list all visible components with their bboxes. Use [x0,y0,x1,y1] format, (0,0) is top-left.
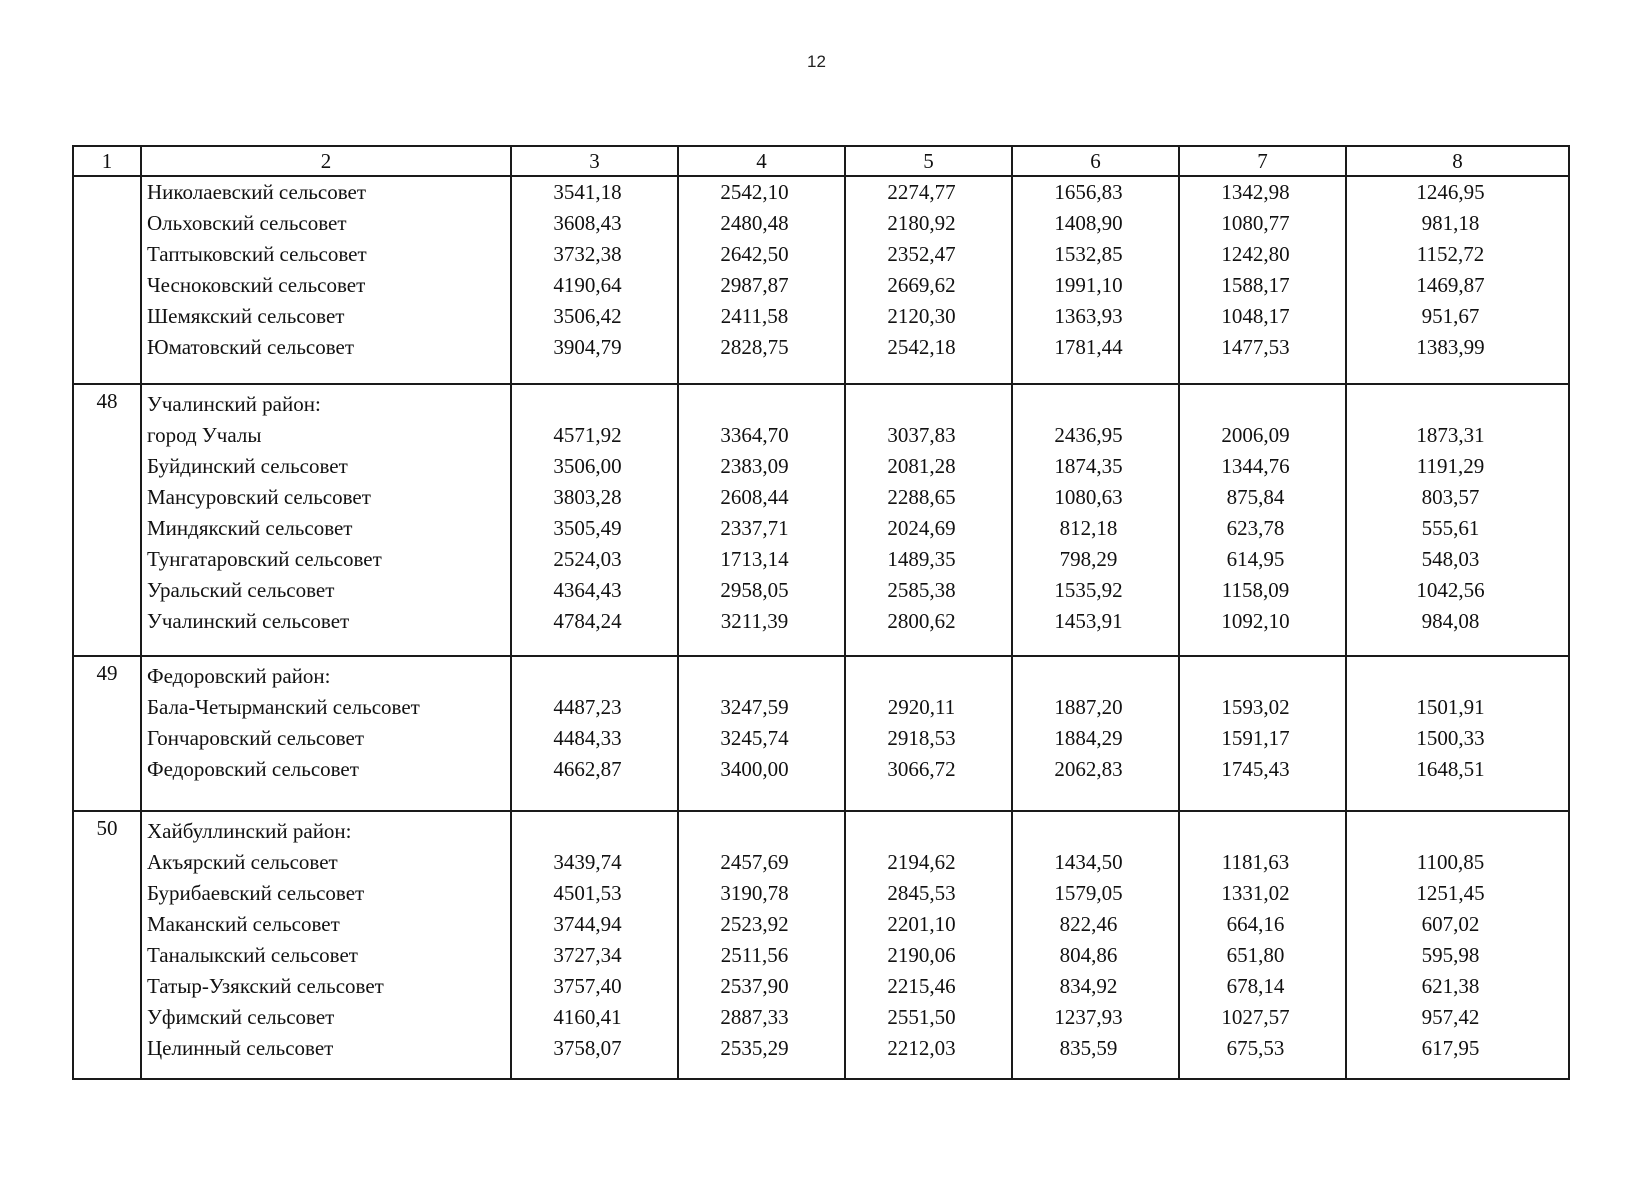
value-cell: 834,92 [1059,974,1118,998]
value-cell: 2120,30 [887,304,956,328]
value-cell: 2383,09 [720,454,789,478]
value-cell: 2920,11 [887,695,956,719]
value-cell: 651,80 [1226,943,1285,967]
settlement-name: Таналыкский сельсовет [147,943,358,967]
values-col-6 [1012,384,1179,656]
value-cell: 3608,43 [553,211,622,235]
values-col-8 [1346,656,1569,811]
value-cell: 621,38 [1421,974,1480,998]
value-cell: 3400,00 [720,757,789,781]
value-cell: 4364,43 [553,578,622,602]
value-cell: 2642,50 [720,242,789,266]
page-number: 12 [807,52,826,71]
value-cell: 1469,87 [1416,273,1485,297]
value-cell: 2201,10 [887,912,956,936]
spacer-line [512,661,677,692]
value-cell: 4484,33 [553,726,622,750]
value-cell: 1593,02 [1221,695,1290,719]
names-cell [141,384,511,656]
header-row [73,146,1569,176]
values-col-4 [678,811,845,1079]
district-title: Федоровский район: [147,664,331,688]
spacer-line [1013,816,1178,847]
value-cell: 2542,10 [720,180,789,204]
spacer-line [512,389,677,420]
value-cell: 1884,29 [1054,726,1123,750]
value-cell: 2411,58 [720,304,789,328]
values-col-4 [678,384,845,656]
value-cell: 3541,18 [553,180,622,204]
value-cell: 3757,40 [553,974,622,998]
value-cell: 1781,44 [1054,335,1123,359]
value-cell: 2845,53 [887,881,956,905]
value-cell: 3506,42 [553,304,622,328]
value-cell: 2523,92 [720,912,789,936]
value-cell: 1991,10 [1054,273,1123,297]
settlement-name: Мансуровский сельсовет [147,485,371,509]
value-cell: 2215,46 [887,974,956,998]
value-cell: 3245,74 [720,726,789,750]
value-cell: 1042,56 [1416,578,1485,602]
value-cell: 2352,47 [887,242,956,266]
settlement-name: Шемякский сельсовет [147,304,345,328]
values-col-3 [511,176,678,384]
value-cell: 3037,83 [887,423,956,447]
value-cell: 3505,49 [553,516,622,540]
value-cell: 1656,83 [1054,180,1123,204]
value-cell: 1191,29 [1416,454,1485,478]
values-col-7 [1179,811,1346,1079]
value-cell: 3247,59 [720,695,789,719]
value-cell: 664,16 [1226,912,1285,936]
header-col-7: 7 [1179,146,1346,176]
header-col-8: 8 [1346,146,1569,176]
value-cell: 2480,48 [720,211,789,235]
value-cell: 1873,31 [1416,423,1485,447]
value-cell: 1745,43 [1221,757,1290,781]
settlement-name: Акъярский сельсовет [147,850,338,874]
spacer-line [1013,661,1178,692]
values-col-6 [1012,656,1179,811]
value-cell: 2511,56 [720,943,789,967]
value-cell: 2190,06 [887,943,956,967]
value-cell: 1251,45 [1416,881,1485,905]
value-cell: 3904,79 [553,335,622,359]
value-cell: 2081,28 [887,454,956,478]
spacer-line [846,661,1011,692]
values-col-3 [511,656,678,811]
values-col-7 [1179,384,1346,656]
spacer-line [679,389,844,420]
value-cell: 4501,53 [553,881,622,905]
value-cell: 2535,29 [720,1036,789,1060]
value-cell: 3211,39 [720,609,789,633]
header-col-6: 6 [1012,146,1179,176]
values-col-5 [845,384,1012,656]
value-cell: 1158,09 [1221,578,1290,602]
settlement-name: Чесноковский сельсовет [147,273,366,297]
settlement-name: Миндякский сельсовет [147,516,353,540]
header-col-4: 4 [678,146,845,176]
value-cell: 3506,00 [553,454,622,478]
value-cell: 2436,95 [1054,423,1123,447]
settlement-name: Николаевский сельсовет [147,180,366,204]
value-cell: 1080,77 [1221,211,1290,235]
names-cell [141,176,511,384]
settlement-name: Бала-Четырманский сельсовет [147,695,420,719]
header-col-1: 1 [73,146,141,176]
value-cell: 1237,93 [1054,1005,1123,1029]
value-cell: 1588,17 [1221,273,1290,297]
value-cell: 4160,41 [553,1005,622,1029]
settlement-name: Бурибаевский сельсовет [147,881,365,905]
spacer-line [512,816,677,847]
spacer-line [1013,389,1178,420]
value-cell: 1027,57 [1221,1005,1290,1029]
value-cell: 1408,90 [1054,211,1123,235]
value-cell: 3190,78 [720,881,789,905]
value-cell: 2337,71 [720,516,789,540]
value-cell: 957,42 [1421,1005,1480,1029]
section-number: 49 [73,656,141,811]
value-cell: 3744,94 [553,912,622,936]
value-cell: 1344,76 [1221,454,1290,478]
value-cell: 4487,23 [553,695,622,719]
value-cell: 2537,90 [720,974,789,998]
value-cell: 2062,83 [1054,757,1123,781]
value-cell: 4571,92 [553,423,622,447]
value-cell: 1092,10 [1221,609,1290,633]
value-cell: 1535,92 [1054,578,1123,602]
spacer-line [1347,661,1568,692]
value-cell: 1579,05 [1054,881,1123,905]
value-cell: 2542,18 [887,335,956,359]
value-cell: 804,86 [1059,943,1118,967]
value-cell: 2194,62 [887,850,956,874]
value-cell: 1242,80 [1221,242,1290,266]
value-cell: 2274,77 [887,180,956,204]
settlement-name: Ольховский сельсовет [147,211,347,235]
spacer-line [679,661,844,692]
value-cell: 1181,63 [1221,850,1290,874]
value-cell: 1080,63 [1054,485,1123,509]
value-cell: 1100,85 [1416,850,1485,874]
value-cell: 3066,72 [887,757,956,781]
value-cell: 3364,70 [720,423,789,447]
value-cell: 2800,62 [887,609,956,633]
settlement-name: Целинный сельсовет [147,1036,334,1060]
names-cell [141,811,511,1079]
value-cell: 835,59 [1059,1036,1118,1060]
values-col-4 [678,656,845,811]
spacer-line [679,816,844,847]
values-col-5 [845,656,1012,811]
value-cell: 984,08 [1421,609,1480,633]
value-cell: 2608,44 [720,485,789,509]
value-cell: 1500,33 [1416,726,1485,750]
tariff-table [72,145,1570,1080]
value-cell: 812,18 [1059,516,1118,540]
value-cell: 678,14 [1226,974,1285,998]
section-number: 48 [73,384,141,656]
settlement-name: Гончаровский сельсовет [147,726,365,750]
value-cell: 614,95 [1226,547,1285,571]
header-col-3: 3 [511,146,678,176]
value-cell: 2669,62 [887,273,956,297]
value-cell: 2551,50 [887,1005,956,1029]
value-cell: 2958,05 [720,578,789,602]
value-cell: 2180,92 [887,211,956,235]
value-cell: 2828,75 [720,335,789,359]
values-col-3 [511,811,678,1079]
value-cell: 951,67 [1421,304,1480,328]
value-cell: 617,95 [1421,1036,1480,1060]
spacer-line [1347,389,1568,420]
value-cell: 803,57 [1421,485,1480,509]
value-cell: 2987,87 [720,273,789,297]
value-cell: 875,84 [1226,485,1285,509]
value-cell: 1874,35 [1054,454,1123,478]
settlement-name: Уфимский сельсовет [147,1005,335,1029]
section-number: 50 [73,811,141,1079]
spacer-line [846,816,1011,847]
value-cell: 981,18 [1421,211,1480,235]
table-section-row [73,176,1569,384]
values-col-8 [1346,811,1569,1079]
values-col-3 [511,384,678,656]
values-col-7 [1179,176,1346,384]
values-col-6 [1012,176,1179,384]
value-cell: 1342,98 [1221,180,1290,204]
spacer-line [1180,816,1345,847]
settlement-name: Таптыковский сельсовет [147,242,367,266]
settlement-name: Тунгатаровский сельсовет [147,547,382,571]
values-col-8 [1346,176,1569,384]
spacer-line [1180,661,1345,692]
settlement-name: Татыр-Узякский сельсовет [147,974,384,998]
value-cell: 2024,69 [887,516,956,540]
value-cell: 1048,17 [1221,304,1290,328]
section-number [73,176,141,384]
value-cell: 1152,72 [1416,242,1485,266]
value-cell: 822,46 [1059,912,1118,936]
values-col-8 [1346,384,1569,656]
value-cell: 1434,50 [1054,850,1123,874]
table-section-row [73,656,1569,811]
value-cell: 2524,03 [553,547,622,571]
value-cell: 1501,91 [1416,695,1485,719]
value-cell: 548,03 [1421,547,1480,571]
settlement-name: Учалинский сельсовет [147,609,350,633]
names-cell [141,656,511,811]
settlement-name: Уральский сельсовет [147,578,335,602]
value-cell: 1648,51 [1416,757,1485,781]
value-cell: 607,02 [1421,912,1480,936]
district-title: Учалинский район: [147,392,321,416]
value-cell: 4662,87 [553,757,622,781]
value-cell: 2212,03 [887,1036,956,1060]
value-cell: 1887,20 [1054,695,1123,719]
value-cell: 3803,28 [553,485,622,509]
settlement-name: Федоровский сельсовет [147,757,359,781]
value-cell: 2918,53 [887,726,956,750]
spacer-line [1180,389,1345,420]
value-cell: 675,53 [1226,1036,1285,1060]
table-section-row [73,384,1569,656]
settlement-name: город Учалы [147,423,262,447]
value-cell: 3439,74 [553,850,622,874]
value-cell: 2887,33 [720,1005,789,1029]
value-cell: 4784,24 [553,609,622,633]
settlement-name: Буйдинский сельсовет [147,454,348,478]
spacer-line [1347,816,1568,847]
value-cell: 1591,17 [1221,726,1290,750]
value-cell: 1331,02 [1221,881,1290,905]
value-cell: 3732,38 [553,242,622,266]
values-col-5 [845,811,1012,1079]
value-cell: 1246,95 [1416,180,1485,204]
value-cell: 555,61 [1421,516,1480,540]
value-cell: 2006,09 [1221,423,1290,447]
value-cell: 1363,93 [1054,304,1123,328]
value-cell: 1713,14 [720,547,789,571]
value-cell: 1453,91 [1054,609,1123,633]
value-cell: 1532,85 [1054,242,1123,266]
value-cell: 3727,34 [553,943,622,967]
header-col-2: 2 [141,146,511,176]
value-cell: 1383,99 [1416,335,1485,359]
values-col-7 [1179,656,1346,811]
district-title: Хайбуллинский район: [147,819,352,843]
header-col-5: 5 [845,146,1012,176]
value-cell: 2457,69 [720,850,789,874]
values-col-5 [845,176,1012,384]
value-cell: 3758,07 [553,1036,622,1060]
value-cell: 798,29 [1059,547,1118,571]
value-cell: 2585,38 [887,578,956,602]
settlement-name: Юматовский сельсовет [147,335,355,359]
value-cell: 1477,53 [1221,335,1290,359]
value-cell: 623,78 [1226,516,1285,540]
value-cell: 595,98 [1421,943,1480,967]
value-cell: 2288,65 [887,485,956,509]
values-col-4 [678,176,845,384]
value-cell: 4190,64 [553,273,622,297]
table-section-row [73,811,1569,1079]
spacer-line [846,389,1011,420]
value-cell: 1489,35 [887,547,956,571]
settlement-name: Маканский сельсовет [147,912,340,936]
values-col-6 [1012,811,1179,1079]
